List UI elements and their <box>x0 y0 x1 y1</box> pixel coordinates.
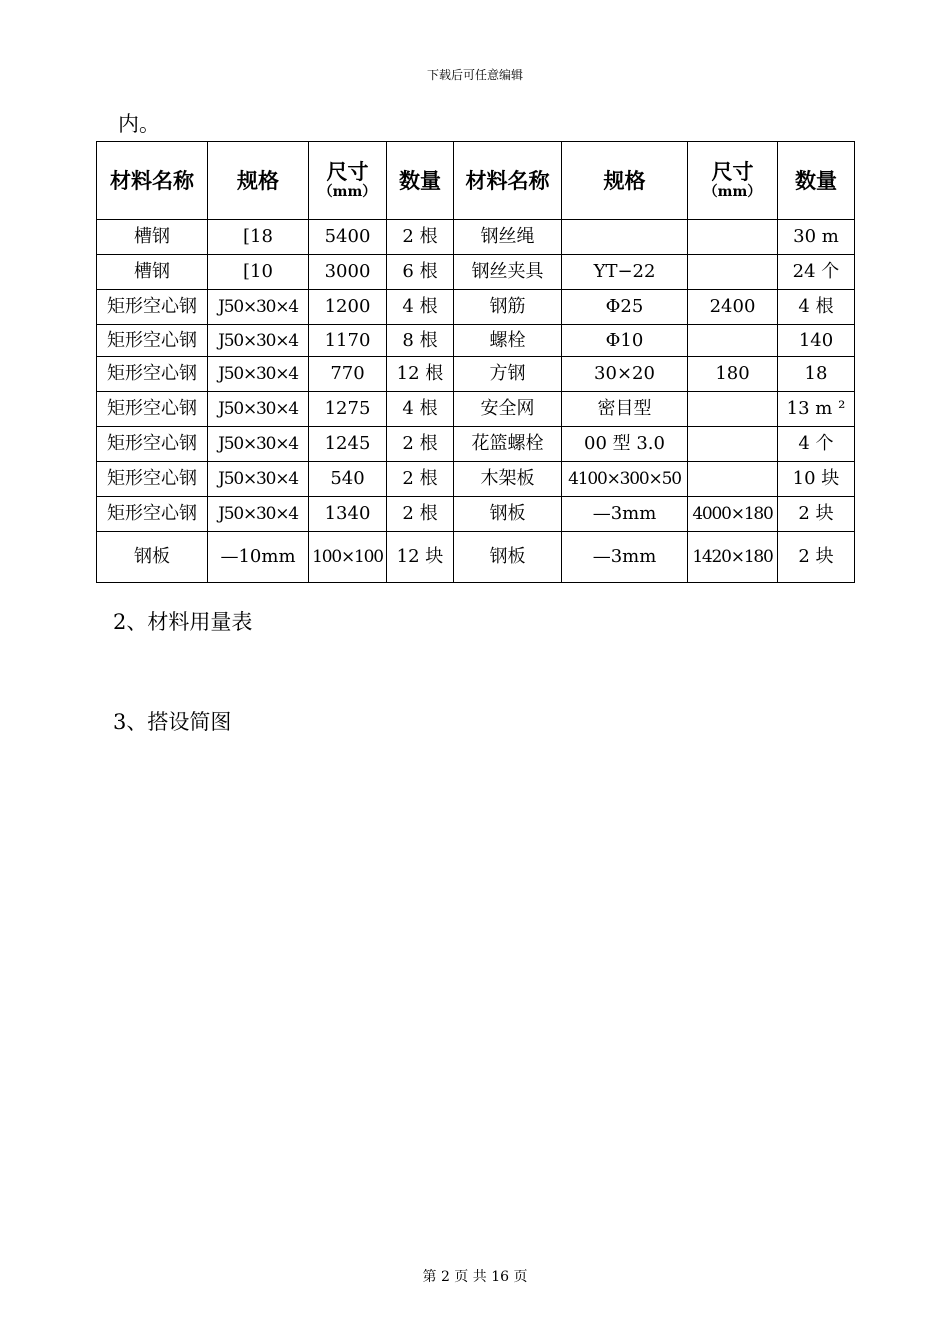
table-row <box>97 427 855 462</box>
table-cell: 钢丝绳 <box>454 220 562 255</box>
table-cell: 24 个 <box>778 255 855 290</box>
table-row <box>97 497 855 532</box>
table-cell: J50×30×4 <box>208 290 309 325</box>
table-cell: 矩形空心钢 <box>97 392 208 427</box>
table-cell: 12 根 <box>387 357 454 392</box>
table-cell: 槽钢 <box>97 220 208 255</box>
table-cell: 花篮螺栓 <box>454 427 562 462</box>
materials-table <box>96 141 855 583</box>
header-cell: 材料名称 <box>97 142 208 220</box>
table-cell: 3000 <box>309 255 387 290</box>
table-header-row <box>97 142 855 220</box>
table-cell: Φ25 <box>562 290 688 325</box>
table-cell: 2 根 <box>387 497 454 532</box>
table-cell <box>688 255 778 290</box>
table-cell: 00 型 3.0 <box>562 427 688 462</box>
table-cell: 4 根 <box>778 290 855 325</box>
table-cell: 螺栓 <box>454 325 562 357</box>
table-cell: J50×30×4 <box>208 357 309 392</box>
table-cell: 5400 <box>309 220 387 255</box>
header-cell: 尺寸 （mm） <box>688 142 778 220</box>
table-cell: 6 根 <box>387 255 454 290</box>
header-unit: （mm） <box>318 183 377 200</box>
table-cell: 4000×180 <box>688 497 778 532</box>
table-cell: J50×30×4 <box>208 462 309 497</box>
table-row <box>97 462 855 497</box>
table-cell: 钢板 <box>97 532 208 583</box>
table-cell: 1420×180 <box>688 532 778 583</box>
table-cell: 30×20 <box>562 357 688 392</box>
header-cell: 数量 <box>778 142 855 220</box>
table-cell: J50×30×4 <box>208 427 309 462</box>
table-cell: 矩形空心钢 <box>97 357 208 392</box>
header-cell: 规格 <box>208 142 309 220</box>
header-unit: （mm） <box>703 183 762 200</box>
table-cell: 2 块 <box>778 532 855 583</box>
table-row <box>97 290 855 325</box>
table-cell: 矩形空心钢 <box>97 497 208 532</box>
table-cell: J50×30×4 <box>208 392 309 427</box>
table-cell: 矩形空心钢 <box>97 325 208 357</box>
table-cell: 100×100 <box>309 532 387 583</box>
table-cell: 140 <box>778 325 855 357</box>
table-cell: 1275 <box>309 392 387 427</box>
table-cell: 4100×300×50 <box>562 462 688 497</box>
table-cell: 1245 <box>309 427 387 462</box>
table-cell: 2400 <box>688 290 778 325</box>
table-cell: 8 根 <box>387 325 454 357</box>
table-cell: 钢板 <box>454 497 562 532</box>
table-cell: 4 个 <box>778 427 855 462</box>
table-cell: 2 根 <box>387 220 454 255</box>
table-cell: 1170 <box>309 325 387 357</box>
table-cell <box>688 325 778 357</box>
table-row <box>97 325 855 357</box>
page-footer-pagination: 第 2 页 共 16 页 <box>422 1269 528 1285</box>
section-heading-material-usage: 2、材料用量表 <box>113 610 253 634</box>
table-cell: 2 根 <box>387 427 454 462</box>
table-cell: 矩形空心钢 <box>97 427 208 462</box>
table-cell: —3mm <box>562 497 688 532</box>
table-cell: 木架板 <box>454 462 562 497</box>
table-row <box>97 532 855 583</box>
table-cell: 2 块 <box>778 497 855 532</box>
header-cell: 材料名称 <box>454 142 562 220</box>
page-header-note: 下载后可任意编辑 <box>426 68 523 82</box>
table-cell: —3mm <box>562 532 688 583</box>
header-cell: 数量 <box>387 142 454 220</box>
table-cell <box>688 427 778 462</box>
table-row <box>97 255 855 290</box>
table-cell: J50×30×4 <box>208 325 309 357</box>
table-cell <box>688 220 778 255</box>
table-cell: 12 块 <box>387 532 454 583</box>
table-cell: 钢筋 <box>454 290 562 325</box>
table-cell: 540 <box>309 462 387 497</box>
lead-text: 内。 <box>118 112 160 136</box>
table-cell: YT−22 <box>562 255 688 290</box>
table-cell: 1200 <box>309 290 387 325</box>
table-cell: 方钢 <box>454 357 562 392</box>
section-heading-setup-diagram: 3、搭设简图 <box>113 710 232 734</box>
table-cell: [10 <box>208 255 309 290</box>
table-cell: 矩形空心钢 <box>97 290 208 325</box>
table-cell: 钢板 <box>454 532 562 583</box>
table-cell: 矩形空心钢 <box>97 462 208 497</box>
table-cell: [18 <box>208 220 309 255</box>
table-cell: 槽钢 <box>97 255 208 290</box>
table-row <box>97 357 855 392</box>
table-cell: 10 块 <box>778 462 855 497</box>
header-cell: 尺寸 （mm） <box>309 142 387 220</box>
header-cell: 规格 <box>562 142 688 220</box>
table-cell: 1340 <box>309 497 387 532</box>
table-cell <box>688 392 778 427</box>
table-cell: 13 m ² <box>778 392 855 427</box>
table-cell <box>688 462 778 497</box>
table-row <box>97 392 855 427</box>
table-cell: J50×30×4 <box>208 497 309 532</box>
table-row <box>97 220 855 255</box>
table-cell: 安全网 <box>454 392 562 427</box>
table-cell: Φ10 <box>562 325 688 357</box>
table-cell: 180 <box>688 357 778 392</box>
table-cell: 4 根 <box>387 392 454 427</box>
table-cell: 2 根 <box>387 462 454 497</box>
table-cell: 18 <box>778 357 855 392</box>
table-cell: 钢丝夹具 <box>454 255 562 290</box>
table-cell: 密目型 <box>562 392 688 427</box>
table-cell <box>562 220 688 255</box>
table-cell: 30 m <box>778 220 855 255</box>
table-cell: —10mm <box>208 532 309 583</box>
table-cell: 770 <box>309 357 387 392</box>
table-cell: 4 根 <box>387 290 454 325</box>
